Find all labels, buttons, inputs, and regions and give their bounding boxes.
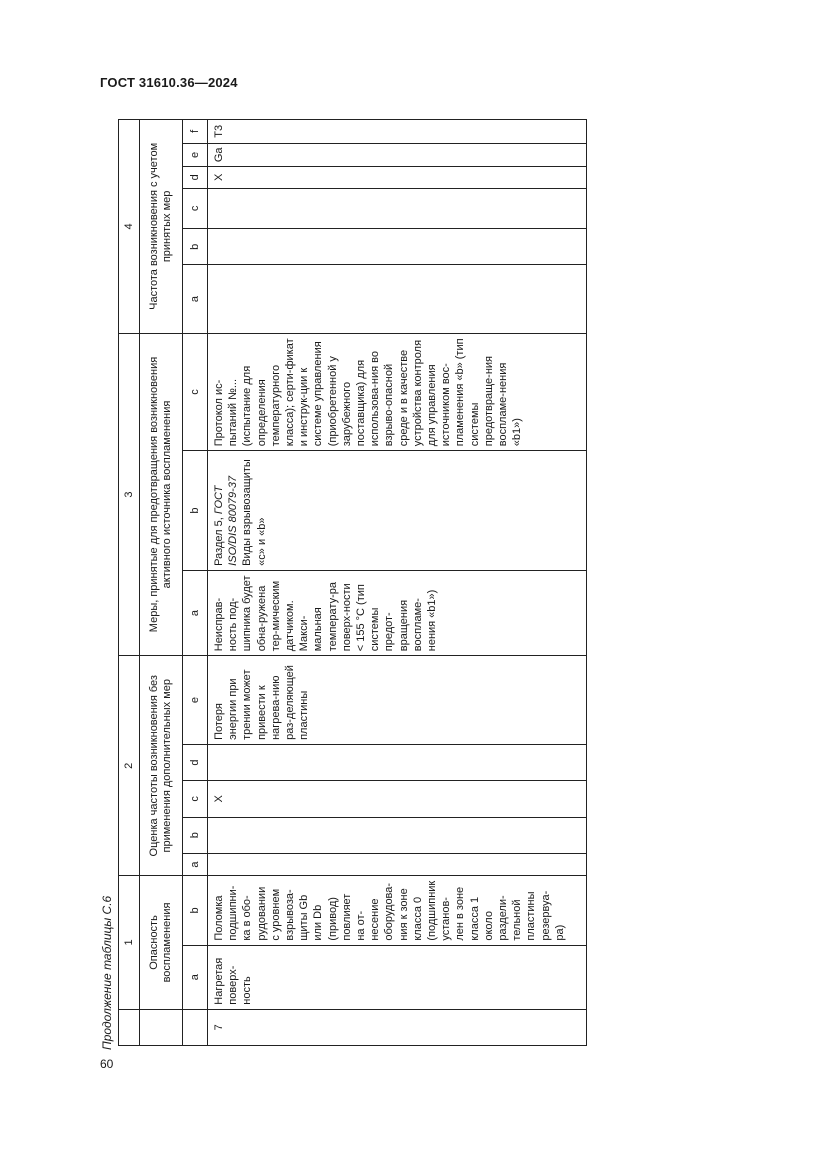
cell-frequency-c: X bbox=[208, 781, 587, 817]
empty-subheader-cell bbox=[183, 1009, 208, 1045]
subheader-g4-f: f bbox=[183, 120, 208, 144]
document-header: ГОСТ 31610.36—2024 bbox=[100, 75, 238, 90]
cell-freq-after-b bbox=[208, 229, 587, 265]
subheader-g3-c: c bbox=[183, 333, 208, 451]
measures-b-suffix: Виды взрывозащиты «c» и «b» bbox=[241, 459, 268, 566]
table-continuation-caption: Продолжение таблицы С.6 bbox=[100, 895, 114, 1050]
subheader-g4-a: a bbox=[183, 265, 208, 333]
subheader-g4-d: d bbox=[183, 167, 208, 188]
cell-freq-after-d: X bbox=[208, 167, 587, 188]
cell-ignition-hazard-a: Нагретая поверх-ность bbox=[208, 945, 587, 1009]
subheader-g2-e: e bbox=[183, 656, 208, 745]
col-number-3: 3 bbox=[119, 333, 140, 656]
subheader-g4-e: e bbox=[183, 143, 208, 166]
subheader-g1-a: a bbox=[183, 945, 208, 1009]
subheader-g2-c: c bbox=[183, 781, 208, 817]
subheader-g3-a: a bbox=[183, 570, 208, 655]
cell-freq-after-f: Т3 bbox=[208, 120, 587, 144]
cell-ignition-hazard-b: Поломка подшипни-ка в обо-рудовании с уровнем взрывоза-щиты Gb или Db (привод) повлияет на от-несение оборудова-ния к зоне класса 0 (подшипник установ-лен в зоне класса 1 около раздели-тельной пластины резервуа-ра) bbox=[208, 876, 587, 945]
corner-cell bbox=[119, 1009, 140, 1045]
cell-frequency-a bbox=[208, 853, 587, 875]
cell-freq-after-c bbox=[208, 188, 587, 229]
cell-frequency-e: Потеря энергии при трении может привести к нагрева-нию раз-деляющей пластины bbox=[208, 656, 587, 745]
col-number-2: 2 bbox=[119, 656, 140, 876]
subheader-g1-b: b bbox=[183, 876, 208, 945]
group-header-ignition-hazard: Опасность воспламенения bbox=[140, 876, 183, 1009]
measures-b-standard-ref: ГОСТ ISO/DIS 80079-37 bbox=[213, 475, 240, 566]
measures-b-prefix: Раздел 5, bbox=[213, 517, 225, 566]
group-header-frequency-with-measures: Частота возникновения с учетом принятых мер bbox=[140, 120, 183, 334]
col-number-1: 1 bbox=[119, 876, 140, 1009]
subheader-g4-c: c bbox=[183, 188, 208, 229]
group-header-frequency-without-measures: Оценка частоты возникновения без применения дополнительных мер bbox=[140, 656, 183, 876]
subheader-g2-d: d bbox=[183, 744, 208, 780]
cell-measures-a: Неисправ-ность под-шипника будет обна-ружена тер-мическим датчиком. Макси-мальная температу-ра поверх-ности < 155 °C (тип системы предот-вращения воспламе-нения «b1») bbox=[208, 570, 587, 655]
cell-freq-after-a bbox=[208, 265, 587, 333]
page-number: 60 bbox=[100, 1057, 114, 1071]
cell-measures-b bbox=[208, 451, 587, 571]
table-c6-continuation bbox=[118, 119, 587, 1046]
subheader-g4-b: b bbox=[183, 229, 208, 265]
empty-header-cell bbox=[140, 1009, 183, 1045]
subheader-g3-b: b bbox=[183, 451, 208, 571]
row-number: 7 bbox=[208, 1009, 587, 1045]
subheader-row bbox=[183, 120, 208, 1046]
subheader-g2-a: a bbox=[183, 853, 208, 875]
cell-frequency-d bbox=[208, 744, 587, 780]
group-header-preventive-measures: Меры, принятые для предотвращения возникновения активного источника воспламенения bbox=[140, 333, 183, 656]
cell-measures-c: Протокол ис-пытаний №... (испытание для определения температурного класса); серти-фикат и инструк-ции к системе управления (приобретенной у зарубежного поставщика) для использова-ния во взрыво-опасной среде и в качестве устройства контроля для управления источником вос-пламенения «b» (тип системы предотвраще-ния воспламе-нения «b1») bbox=[208, 333, 587, 451]
subheader-g2-b: b bbox=[183, 817, 208, 853]
group-header-row bbox=[140, 120, 183, 1046]
cell-frequency-b bbox=[208, 817, 587, 853]
col-number-4: 4 bbox=[119, 120, 140, 334]
column-number-row bbox=[119, 120, 140, 1046]
table-row bbox=[208, 120, 587, 1046]
cell-freq-after-e: Ga bbox=[208, 143, 587, 166]
